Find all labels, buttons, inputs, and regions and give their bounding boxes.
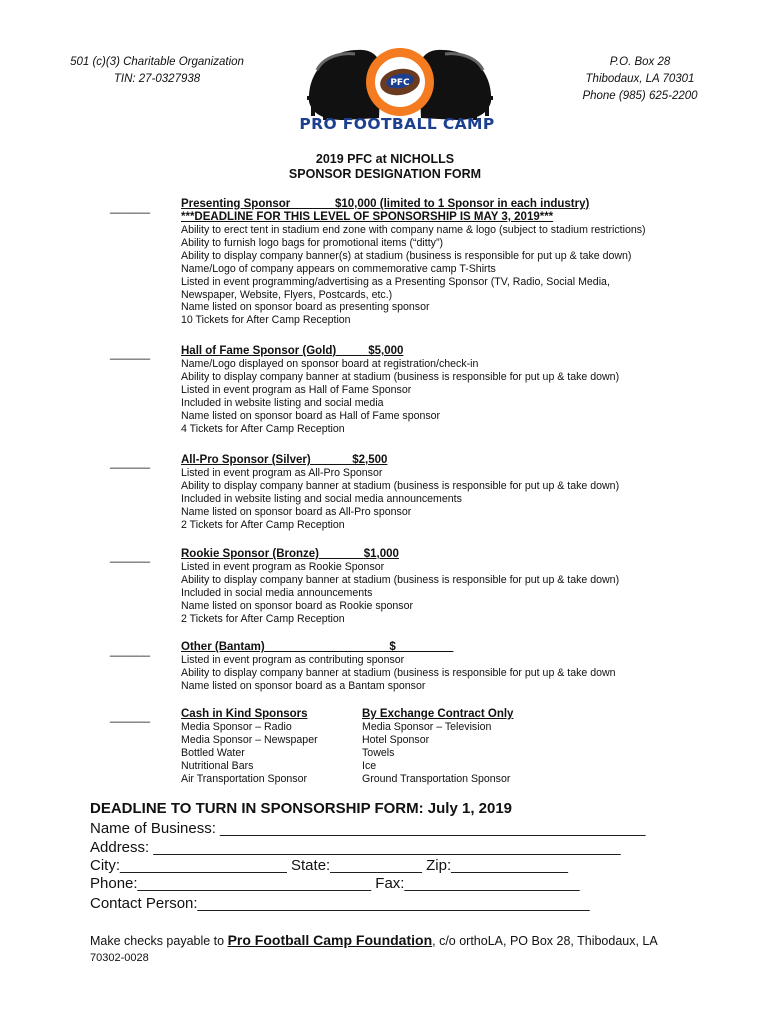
other-selection-blank[interactable]: ______ bbox=[110, 643, 151, 657]
logo-inner-text: PFC bbox=[390, 78, 410, 88]
org-tin: TIN: 27-0327938 bbox=[113, 73, 201, 85]
benefit-line: 2 Tickets for After Camp Reception bbox=[181, 518, 345, 531]
benefit-line: Name listed on sponsor board as presenting sponsor bbox=[181, 301, 430, 314]
benefit-line: Included in social media announcements bbox=[181, 586, 373, 599]
city-state-zip-field[interactable]: City:____________________ State:___________ Zip:______________ bbox=[90, 857, 568, 874]
exchange-item: Towels bbox=[362, 746, 395, 759]
payee-name: Pro Football Camp Foundation bbox=[227, 932, 433, 948]
benefit-line: Included in website listing and social media announcements bbox=[181, 492, 462, 505]
benefit-line: Name listed on sponsor board as Hall of Fame sponsor bbox=[181, 409, 441, 422]
in-kind-item: Media Sponsor – Radio bbox=[181, 721, 292, 733]
benefit-line: Name/Logo displayed on sponsor board at registration/check-in bbox=[181, 358, 479, 370]
in-kind-item: Media Sponsor – Newspaper bbox=[181, 733, 318, 746]
payable-address: , c/o orthoLA, PO Box 28, Thibodaux, LA bbox=[432, 934, 658, 948]
cash-in-kind-column bbox=[181, 708, 318, 786]
benefit-line: Name listed on sponsor board as All-Pro sponsor bbox=[181, 505, 412, 518]
form-deadline: DEADLINE TO TURN IN SPONSORSHIP FORM: July 1, 2019 bbox=[90, 800, 513, 817]
benefit-line: Listed in event program as Rookie Sponsor bbox=[181, 561, 385, 573]
presenting-sponsor-section bbox=[181, 198, 681, 327]
section-heading: Hall of Fame Sponsor (Gold) $5,000 bbox=[181, 345, 404, 357]
exchange-contract-column bbox=[362, 708, 513, 786]
form-title: 2019 PFC at NICHOLLS bbox=[315, 152, 455, 166]
benefit-line: Ability to furnish logo bags for promotional items (“ditty”) bbox=[181, 236, 444, 249]
in-kind-item: Air Transportation Sponsor bbox=[181, 772, 308, 785]
exchange-item: Ground Transportation Sponsor bbox=[362, 772, 511, 785]
benefit-line: Listed in event program as Hall of Fame Sponsor bbox=[181, 383, 412, 396]
section-deadline: ***DEADLINE FOR THIS LEVEL OF SPONSORSHIP IS MAY 3, 2019*** bbox=[181, 211, 554, 223]
hall-of-fame-selection-blank[interactable]: ______ bbox=[110, 346, 151, 360]
payment-instructions bbox=[90, 932, 690, 967]
benefit-line: Ability to display company banner(s) at stadium (business is responsible for put up & take down) bbox=[181, 249, 632, 262]
benefit-line: Ability to display company banner at stadium (business is responsible for put up & take down) bbox=[181, 370, 620, 383]
contact-person-field[interactable]: Contact Person:_______________________________________________ bbox=[90, 895, 590, 912]
org-info bbox=[62, 54, 252, 88]
form-subtitle: SPONSOR DESIGNATION FORM bbox=[288, 167, 482, 181]
benefit-line: Ability to display company banner at stadium (business is responsible for put up & take down bbox=[181, 666, 616, 679]
hall-of-fame-sponsor-section bbox=[181, 345, 681, 435]
in-kind-selection-blank[interactable]: ______ bbox=[110, 709, 151, 723]
section-heading[interactable]: Other (Bantam) ___________________$_________ bbox=[181, 641, 454, 653]
benefit-line: Name listed on sponsor board as Rookie sponsor bbox=[181, 599, 414, 612]
benefit-line: 10 Tickets for After Camp Reception bbox=[181, 314, 351, 327]
benefit-line: Listed in event programming/advertising as a Presenting Sponsor (TV, Radio, Social Media, bbox=[181, 275, 610, 288]
contact-info bbox=[555, 54, 725, 105]
phone-fax-field[interactable]: Phone:____________________________ Fax:_____________________ bbox=[90, 875, 580, 892]
exchange-item: Media Sponsor – Television bbox=[362, 721, 492, 733]
benefit-line: 4 Tickets for After Camp Reception bbox=[181, 422, 345, 435]
benefit-line: Ability to display company banner at stadium (business is responsible for put up & take down) bbox=[181, 479, 620, 492]
benefit-line: Ability to display company banner at stadium (business is responsible for put up & take down) bbox=[181, 573, 620, 586]
exchange-contract-heading: By Exchange Contract Only bbox=[362, 708, 514, 720]
payable-zip: 70302-0028 bbox=[90, 952, 149, 964]
benefit-line: Listed in event program as contributing sponsor bbox=[181, 654, 405, 666]
payable-prefix: Make checks payable to bbox=[90, 934, 228, 948]
presenting-selection-blank[interactable]: ______ bbox=[110, 200, 151, 214]
phone-number: Phone (985) 625-2200 bbox=[582, 90, 698, 102]
in-kind-item: Bottled Water bbox=[181, 746, 245, 759]
other-sponsor-section bbox=[181, 641, 681, 693]
in-kind-item: Nutritional Bars bbox=[181, 759, 254, 772]
cash-in-kind-heading: Cash in Kind Sponsors bbox=[181, 708, 308, 720]
rookie-selection-blank[interactable]: ______ bbox=[110, 549, 151, 563]
exchange-item: Hotel Sponsor bbox=[362, 733, 430, 746]
exchange-item: Ice bbox=[362, 759, 377, 772]
logo-wordmark: PRO FOOTBALL CAMP bbox=[299, 115, 495, 133]
org-status: 501 (c)(3) Charitable Organization bbox=[70, 56, 244, 68]
city-state-zip: Thibodaux, LA 70301 bbox=[585, 73, 695, 85]
benefit-line: Name listed on sponsor board as a Bantam sponsor bbox=[181, 679, 426, 692]
section-heading: Rookie Sponsor (Bronze) $1,000 bbox=[181, 548, 399, 560]
business-name-field[interactable]: Name of Business: ___________________________________________________ bbox=[90, 820, 646, 837]
benefit-line: Newspaper, Website, Flyers, Postcards, etc.) bbox=[181, 288, 393, 301]
all-pro-selection-blank[interactable]: ______ bbox=[110, 455, 151, 469]
benefit-line: Name/Logo of company appears on commemorative camp T-Shirts bbox=[181, 262, 496, 275]
rookie-sponsor-section bbox=[181, 548, 681, 626]
benefit-line: Listed in event program as All-Pro Sponsor bbox=[181, 467, 383, 479]
section-heading: Presenting Sponsor $10,000 (limited to 1 Sponsor in each industry) bbox=[181, 198, 590, 210]
benefit-line: 2 Tickets for After Camp Reception bbox=[181, 612, 345, 625]
benefit-line: Included in website listing and social media bbox=[181, 396, 384, 409]
address-field[interactable]: Address: ________________________________________________________ bbox=[90, 839, 621, 856]
section-heading: All-Pro Sponsor (Silver) $2,500 bbox=[181, 454, 388, 466]
benefit-line: Ability to erect tent in stadium end zone with company name & logo (subject to stadium restrictions) bbox=[181, 224, 646, 236]
all-pro-sponsor-section bbox=[181, 454, 681, 532]
po-box: P.O. Box 28 bbox=[609, 56, 671, 68]
